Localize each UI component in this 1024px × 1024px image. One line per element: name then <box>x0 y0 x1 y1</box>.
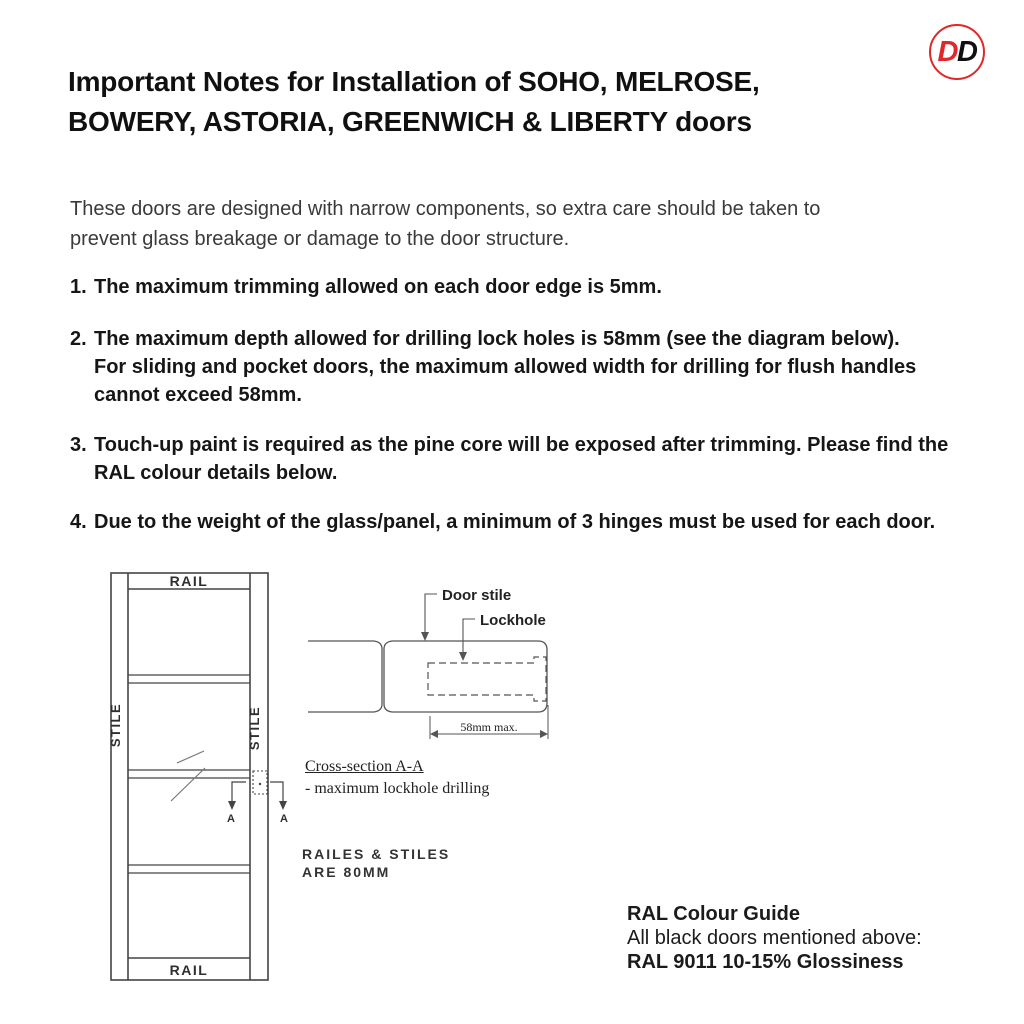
intro-line2: prevent glass breakage or damage to the door structure. <box>70 228 570 250</box>
cross-section-title: Cross-section A-A <box>305 758 424 775</box>
rail-top-label: RAIL <box>169 573 209 589</box>
logo-letter-d1: D <box>937 35 957 68</box>
glass-marks <box>171 751 205 801</box>
stile-left-label: STILE <box>108 702 123 748</box>
rail-bottom-label: RAIL <box>169 962 209 978</box>
page-title-line2: BOWERY, ASTORIA, GREENWICH & LIBERTY doors <box>68 106 752 137</box>
dd-logo <box>929 24 985 80</box>
arrowhead <box>421 632 429 641</box>
ral-colour-guide <box>627 902 922 974</box>
note-number: 4. <box>70 511 87 533</box>
door-stile-section <box>384 641 547 712</box>
arrowhead <box>279 801 287 810</box>
dim-arrowhead <box>540 730 548 738</box>
note-number: 2. <box>70 328 87 350</box>
glazing-bars <box>128 675 250 873</box>
stile-right-label: STILE <box>247 705 262 751</box>
section-a-label-right: A <box>280 813 288 825</box>
ral-guide-title: RAL Colour Guide <box>627 903 800 925</box>
note-item-4 <box>70 508 935 536</box>
page-title <box>68 62 760 142</box>
lock-dot <box>259 783 261 785</box>
rail-break-segment <box>308 641 382 712</box>
note-item-3 <box>70 431 948 487</box>
door-stile-leader <box>425 594 437 633</box>
note-text: Touch-up paint is required as the pine core will be exposed after trimming. Please find the RAL colour details below. <box>94 434 949 484</box>
dim-arrowhead <box>430 730 438 738</box>
intro-line1: These doors are designed with narrow components, so extra care should be taken to <box>70 198 821 220</box>
door-elevation-drawing <box>111 573 287 980</box>
arrowhead <box>459 652 467 661</box>
note-text: The maximum depth allowed for drilling lock holes is 58mm (see the diagram below). For sliding and pocket doors, the maximum allowed width for drilling for flush handles cannot exceed 58mm. <box>94 328 917 406</box>
note-text: Due to the weight of the glass/panel, a minimum of 3 hinges must be used for each door. <box>94 511 936 533</box>
logo-letter-d2: D <box>957 35 977 68</box>
note-item-1 <box>70 273 662 301</box>
lockhole-dashed-outline <box>428 657 546 701</box>
lockcase-detail <box>253 771 267 794</box>
section-arrow-right <box>270 782 283 802</box>
door-outline <box>111 573 268 980</box>
lockhole-leader <box>463 619 475 653</box>
installation-diagram <box>95 555 600 1000</box>
lockhole-label: Lockhole <box>480 612 546 629</box>
note-item-2 <box>70 325 916 409</box>
page-title-line1: Important Notes for Installation of SOHO, MELROSE, <box>68 66 760 97</box>
cross-section-subtitle: - maximum lockhole drilling <box>305 780 490 797</box>
intro-paragraph <box>70 194 820 254</box>
rails-stiles-note: RAILES & STILES ARE 80MM <box>302 846 451 880</box>
door-stile-label: Door stile <box>442 587 512 604</box>
section-arrow-left <box>232 782 246 802</box>
arrowhead <box>228 801 236 810</box>
section-arrows <box>232 782 283 802</box>
note-number: 3. <box>70 434 87 456</box>
section-a-label-left: A <box>227 813 235 825</box>
dimension-label: 58mm max. <box>460 720 518 734</box>
ral-guide-line1: All black doors mentioned above: <box>627 927 922 949</box>
ral-guide-line2: RAL 9011 10-15% Glossiness <box>627 951 904 973</box>
note-text: The maximum trimming allowed on each door edge is 5mm. <box>94 276 662 298</box>
note-number: 1. <box>70 276 87 298</box>
